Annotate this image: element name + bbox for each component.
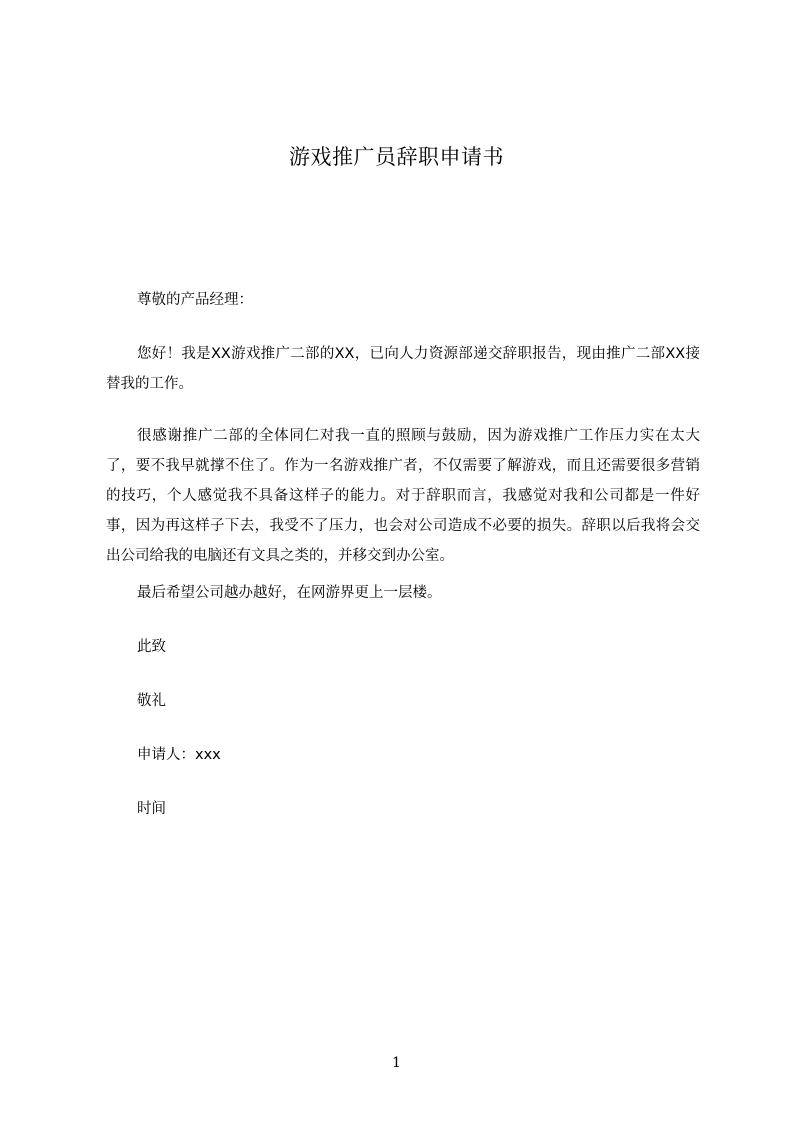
closing-jingli: 敬礼 xyxy=(137,693,166,709)
salutation: 尊敬的产品经理： xyxy=(137,292,253,308)
document-title: 游戏推广员辞职申请书 xyxy=(289,145,504,169)
paragraph-reasons: 很感谢推广二部的全体同仁对我一直的照顾与鼓励，因为游戏推广工作压力实在太大了，要不我早就撑不住了。作为一名游戏推广者，不仅需要了解游戏，而且还需要很多营销的技巧，个人感觉我不具备这样子的能力。对于辞职而言，我感觉对我和公司都是一件好事，因为再这样子下去，我受不了压力，也会对公司造成不必要的损失。辞职以后我将会交出公司给我的电脑还有文具之类的，并移交到办公室。 xyxy=(106,428,700,564)
paragraph-wishes: 最后希望公司越办越好，在网游界更上一层楼。 xyxy=(137,585,442,601)
page-number: 1 xyxy=(392,1055,401,1071)
paragraph-intro: 您好！我是XX游戏推广二部的XX，已向人力资源部递交辞职报告，现由推广二部XX接替我的工作。 xyxy=(106,346,700,392)
date-label: 时间 xyxy=(137,801,166,817)
applicant-signature: 申请人：xxx xyxy=(137,747,221,763)
closing-cizhi: 此致 xyxy=(137,639,166,655)
